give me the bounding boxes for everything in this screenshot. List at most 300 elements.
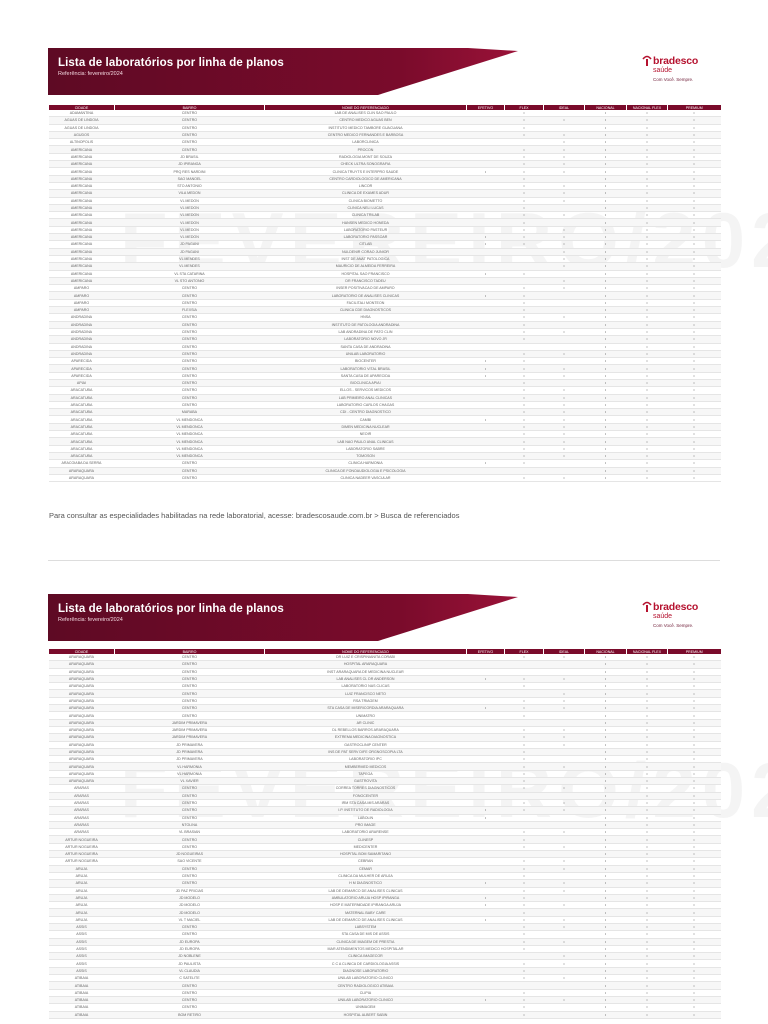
cell-nacional: • xyxy=(585,712,627,719)
cell-city: ARACATUBA xyxy=(49,394,115,401)
cell-premium: • xyxy=(668,683,721,690)
column-header-ideal: IDEAL xyxy=(544,105,585,110)
cell-flex: • xyxy=(505,328,544,335)
table-row xyxy=(49,190,721,197)
cell-nacional: • xyxy=(585,168,627,175)
cell-district: JARDIM PRIMAVERA xyxy=(115,726,265,733)
cell-flex: • xyxy=(505,182,544,189)
cell-city: ARARAS xyxy=(49,814,115,821)
cell-nacional-flex: • xyxy=(627,168,668,175)
cell-nacional: • xyxy=(585,467,627,474)
cell-ideal: • xyxy=(544,734,585,741)
cell-efetivo xyxy=(467,938,505,945)
cell-efetivo xyxy=(467,336,505,343)
column-header-premium: PREMIUM xyxy=(668,649,721,654)
table-row xyxy=(49,865,721,872)
cell-district: VL XAVIER xyxy=(115,778,265,785)
cell-provider-name: BIOCENTER xyxy=(265,358,467,365)
cell-district: CENTRO xyxy=(115,328,265,335)
cell-ideal: • xyxy=(544,923,585,930)
cell-city: ADAMANTINA xyxy=(49,110,115,117)
cell-district: CENTRO xyxy=(115,117,265,124)
cell-provider-name: FONOCENTER xyxy=(265,792,467,799)
cell-nacional: • xyxy=(585,683,627,690)
cell-nacional: • xyxy=(585,423,627,430)
cell-nacional-flex: • xyxy=(627,865,668,872)
cell-premium: • xyxy=(668,175,721,182)
cell-nacional: • xyxy=(585,792,627,799)
cell-flex: • xyxy=(505,734,544,741)
cell-premium: • xyxy=(668,343,721,350)
cell-flex: • xyxy=(505,358,544,365)
cell-ideal xyxy=(544,292,585,299)
cell-city: ARACATUBA xyxy=(49,409,115,416)
cell-flex: • xyxy=(505,807,544,814)
cell-flex: • xyxy=(505,1011,544,1018)
cell-premium: • xyxy=(668,336,721,343)
cell-flex: • xyxy=(505,836,544,843)
cell-district: BOM RETIRO xyxy=(115,1011,265,1018)
cell-provider-name: LABORATORIO PASSOAR xyxy=(265,234,467,241)
cell-city: ARARAQUARA xyxy=(49,712,115,719)
labs-table xyxy=(48,649,721,1019)
cell-nacional-flex: • xyxy=(627,945,668,952)
cell-nacional: • xyxy=(585,263,627,270)
table-row xyxy=(49,931,721,938)
cell-efetivo: • xyxy=(467,270,505,277)
table-row xyxy=(49,726,721,733)
cell-nacional: • xyxy=(585,343,627,350)
cell-efetivo: • xyxy=(467,358,505,365)
cell-premium: • xyxy=(668,365,721,372)
cell-premium: • xyxy=(668,756,721,763)
cell-nacional: • xyxy=(585,799,627,806)
cell-ideal: • xyxy=(544,975,585,982)
cell-nacional-flex: • xyxy=(627,880,668,887)
cell-provider-name: LABORATORIO VITAL BRASIL xyxy=(265,365,467,372)
cell-city: AMERICANA xyxy=(49,190,115,197)
cell-nacional-flex: • xyxy=(627,690,668,697)
cell-flex xyxy=(505,248,544,255)
cell-efetivo xyxy=(467,785,505,792)
table-row xyxy=(49,350,721,357)
cell-ideal xyxy=(544,379,585,386)
cell-flex xyxy=(505,792,544,799)
cell-premium: • xyxy=(668,785,721,792)
table-row xyxy=(49,299,721,306)
cell-efetivo xyxy=(467,887,505,894)
table-row xyxy=(49,661,721,668)
cell-nacional: • xyxy=(585,285,627,292)
table-row xyxy=(49,452,721,459)
cell-nacional: • xyxy=(585,705,627,712)
cell-flex: • xyxy=(505,219,544,226)
cell-ideal xyxy=(544,124,585,131)
cell-flex xyxy=(505,343,544,350)
cell-city: AMERICANA xyxy=(49,175,115,182)
cell-district: CENTRO xyxy=(115,697,265,704)
cell-provider-name: DIMEN MEDICINA NUCLEAR xyxy=(265,423,467,430)
cell-flex: • xyxy=(505,409,544,416)
cell-premium: • xyxy=(668,263,721,270)
cell-nacional-flex: • xyxy=(627,923,668,930)
cell-district: CENTRO xyxy=(115,690,265,697)
cell-flex xyxy=(505,821,544,828)
cell-city: ARARAQUARA xyxy=(49,467,115,474)
table-row xyxy=(49,168,721,175)
cell-provider-name: CLINICA DE IMAGEM DE PRESTIA xyxy=(265,938,467,945)
cell-district: CENTRO xyxy=(115,996,265,1003)
cell-flex: • xyxy=(505,460,544,467)
cell-flex: • xyxy=(505,683,544,690)
cell-efetivo: • xyxy=(467,365,505,372)
cell-nacional-flex: • xyxy=(627,358,668,365)
cell-ideal: • xyxy=(544,938,585,945)
cell-nacional-flex: • xyxy=(627,938,668,945)
cell-nacional: • xyxy=(585,858,627,865)
cell-flex: • xyxy=(505,212,544,219)
cell-nacional-flex: • xyxy=(627,438,668,445)
cell-efetivo xyxy=(467,307,505,314)
cell-premium: • xyxy=(668,1004,721,1011)
cell-nacional-flex: • xyxy=(627,763,668,770)
document-title: Lista de laboratórios por linha de planos xyxy=(58,57,284,69)
cell-nacional: • xyxy=(585,785,627,792)
cell-premium: • xyxy=(668,270,721,277)
cell-premium: • xyxy=(668,661,721,668)
cell-provider-name: CORREA TORRES DIAGNOSTICOS xyxy=(265,785,467,792)
cell-provider-name: MAURICIO DE ALMEIDA FERREIRA xyxy=(265,263,467,270)
cell-ideal: • xyxy=(544,248,585,255)
cell-district: CENTRO xyxy=(115,923,265,930)
cell-flex xyxy=(505,851,544,858)
cell-flex: • xyxy=(505,204,544,211)
column-header-nacional-flex: NACIONAL FLEX xyxy=(627,105,668,110)
cell-city: ATIBAIA xyxy=(49,989,115,996)
cell-efetivo xyxy=(467,683,505,690)
cell-premium: • xyxy=(668,314,721,321)
cell-premium: • xyxy=(668,146,721,153)
cell-provider-name: PROCON xyxy=(265,146,467,153)
cell-ideal: • xyxy=(544,431,585,438)
cell-flex: • xyxy=(505,909,544,916)
cell-city: ARARAQUARA xyxy=(49,705,115,712)
cell-nacional: • xyxy=(585,1011,627,1018)
cell-premium: • xyxy=(668,967,721,974)
cell-efetivo: • xyxy=(467,916,505,923)
cell-city: ARTUR NOGUEIRA xyxy=(49,851,115,858)
cell-city: AMERICANA xyxy=(49,197,115,204)
cell-provider-name: MATERNAL BABY CARE xyxy=(265,909,467,916)
cell-city: ARACATUBA xyxy=(49,438,115,445)
cell-nacional: • xyxy=(585,234,627,241)
cell-city: ARARAQUARA xyxy=(49,690,115,697)
cell-provider-name: LABORATORIO NAS CLICAS xyxy=(265,683,467,690)
cell-nacional-flex: • xyxy=(627,872,668,879)
cell-efetivo xyxy=(467,821,505,828)
cell-district: JARDIM PRIMAVERA xyxy=(115,734,265,741)
cell-premium: • xyxy=(668,1011,721,1018)
cell-flex: • xyxy=(505,175,544,182)
cell-district: SAO MANOEL xyxy=(115,175,265,182)
cell-ideal: • xyxy=(544,654,585,661)
cell-district: CENTRO xyxy=(115,372,265,379)
table-row xyxy=(49,1011,721,1018)
cell-flex: • xyxy=(505,741,544,748)
cell-city: ARACATUBA xyxy=(49,452,115,459)
cell-efetivo xyxy=(467,394,505,401)
cell-nacional-flex: • xyxy=(627,726,668,733)
cell-nacional: • xyxy=(585,654,627,661)
cell-ideal: • xyxy=(544,423,585,430)
cell-ideal: • xyxy=(544,675,585,682)
cell-ideal xyxy=(544,909,585,916)
cell-flex xyxy=(505,719,544,726)
cell-city: AMPARO xyxy=(49,285,115,292)
cell-flex: • xyxy=(505,778,544,785)
cell-provider-name: LAB ANDRADINA DE PATO CLIN xyxy=(265,328,467,335)
cell-ideal xyxy=(544,219,585,226)
cell-flex: • xyxy=(505,756,544,763)
cell-nacional: • xyxy=(585,697,627,704)
cell-efetivo xyxy=(467,960,505,967)
cell-city: ATIBAIA xyxy=(49,1011,115,1018)
cell-premium: • xyxy=(668,923,721,930)
cell-flex: • xyxy=(505,829,544,836)
cell-city: ARARAQUARA xyxy=(49,748,115,755)
cell-efetivo xyxy=(467,452,505,459)
cell-nacional: • xyxy=(585,445,627,452)
cell-city: AMERICANA xyxy=(49,241,115,248)
cell-district: CENTRO xyxy=(115,712,265,719)
cell-premium: • xyxy=(668,212,721,219)
cell-provider-name: C C A CLINICA DE CARDIOLOGIA ASSIS xyxy=(265,960,467,967)
table-row xyxy=(49,887,721,894)
cell-nacional-flex: • xyxy=(627,858,668,865)
cell-city: ARUJA xyxy=(49,909,115,916)
cell-flex: • xyxy=(505,967,544,974)
cell-city: AMERICANA xyxy=(49,212,115,219)
cell-district: VL MENDONCA xyxy=(115,445,265,452)
cell-nacional: • xyxy=(585,204,627,211)
cell-provider-name: LABORATORIO SABRE xyxy=(265,445,467,452)
cell-district: CENTRO xyxy=(115,683,265,690)
cell-provider-name: NEOIR xyxy=(265,431,467,438)
cell-provider-name: TAPEGA xyxy=(265,770,467,777)
table-row xyxy=(49,372,721,379)
cell-nacional-flex: • xyxy=(627,851,668,858)
cell-efetivo xyxy=(467,431,505,438)
cell-premium: • xyxy=(668,734,721,741)
cell-city: ASSIS xyxy=(49,923,115,930)
cell-city: AMERICANA xyxy=(49,248,115,255)
cell-district: JD EUROPA xyxy=(115,938,265,945)
cell-provider-name: CLINICA NADEER VASCULAR xyxy=(265,474,467,481)
cell-efetivo xyxy=(467,953,505,960)
cell-nacional-flex: • xyxy=(627,982,668,989)
cell-district: CENTRO xyxy=(115,314,265,321)
cell-flex: • xyxy=(505,445,544,452)
cell-flex: • xyxy=(505,321,544,328)
cell-flex: • xyxy=(505,843,544,850)
cell-city: ASSIS xyxy=(49,967,115,974)
cell-premium: • xyxy=(668,161,721,168)
cell-ideal: • xyxy=(544,996,585,1003)
table-row xyxy=(49,975,721,982)
cell-efetivo xyxy=(467,763,505,770)
cell-district: C SATELITE xyxy=(115,975,265,982)
cell-efetivo xyxy=(467,741,505,748)
cell-provider-name: INSTITUTO DE PATOLOGIA ANDRADINA xyxy=(265,321,467,328)
cell-city: AMERICANA xyxy=(49,146,115,153)
cell-city: AMERICANA xyxy=(49,153,115,160)
cell-flex: • xyxy=(505,226,544,233)
cell-efetivo xyxy=(467,379,505,386)
cell-flex: • xyxy=(505,865,544,872)
cell-nacional: • xyxy=(585,248,627,255)
cell-nacional-flex: • xyxy=(627,467,668,474)
cell-premium: • xyxy=(668,989,721,996)
cell-nacional-flex: • xyxy=(627,299,668,306)
cell-provider-name: CLINICA DE EXAMES ADUR xyxy=(265,190,467,197)
cell-efetivo xyxy=(467,175,505,182)
cell-efetivo xyxy=(467,697,505,704)
cell-district: VL MEDON xyxy=(115,212,265,219)
cell-flex xyxy=(505,139,544,146)
cell-district: CENTRO xyxy=(115,880,265,887)
bradesco-tree-icon xyxy=(642,601,652,612)
cell-provider-name: MEMBERMED MEDICOS xyxy=(265,763,467,770)
cell-nacional: • xyxy=(585,778,627,785)
cell-nacional: • xyxy=(585,197,627,204)
cell-provider-name: LABORATORIO DE ANALISES CLINICAS xyxy=(265,292,467,299)
cell-premium: • xyxy=(668,726,721,733)
cell-city: AMERICANA xyxy=(49,277,115,284)
cell-nacional-flex: • xyxy=(627,219,668,226)
cell-nacional: • xyxy=(585,719,627,726)
cell-flex: • xyxy=(505,336,544,343)
cell-flex: • xyxy=(505,431,544,438)
cell-ideal: • xyxy=(544,328,585,335)
table-row xyxy=(49,1004,721,1011)
cell-nacional-flex: • xyxy=(627,416,668,423)
cell-nacional-flex: • xyxy=(627,719,668,726)
cell-provider-name: MAR ATENDIMENTOS MEDICO HOSPITALAR xyxy=(265,945,467,952)
cell-ideal xyxy=(544,358,585,365)
cell-premium: • xyxy=(668,401,721,408)
cell-efetivo xyxy=(467,277,505,284)
cell-district: VL BRASIAN xyxy=(115,829,265,836)
page-header xyxy=(0,594,768,641)
column-header-premium: PREMIUM xyxy=(668,105,721,110)
cell-efetivo xyxy=(467,146,505,153)
cell-provider-name: LUIZ FRANCISCO NETO xyxy=(265,690,467,697)
table-row xyxy=(49,770,721,777)
cell-efetivo xyxy=(467,255,505,262)
cell-efetivo xyxy=(467,226,505,233)
cell-premium: • xyxy=(668,880,721,887)
cell-district: JD EUROPA xyxy=(115,945,265,952)
cell-flex: • xyxy=(505,350,544,357)
cell-district: JD PAZ PRICIAS xyxy=(115,887,265,894)
cell-efetivo xyxy=(467,314,505,321)
cell-ideal xyxy=(544,836,585,843)
table-row xyxy=(49,285,721,292)
cell-nacional-flex: • xyxy=(627,372,668,379)
cell-provider-name: DR LUIZ E CRISPINIANITA CORABI xyxy=(265,654,467,661)
cell-nacional: • xyxy=(585,945,627,952)
cell-district: CENTRO xyxy=(115,365,265,372)
cell-efetivo xyxy=(467,734,505,741)
cell-city: AGUAS DE LINDOIA xyxy=(49,124,115,131)
cell-nacional: • xyxy=(585,328,627,335)
cell-nacional: • xyxy=(585,931,627,938)
table-row xyxy=(49,175,721,182)
cell-flex: • xyxy=(505,705,544,712)
cell-nacional-flex: • xyxy=(627,117,668,124)
cell-district: CENTRO xyxy=(115,931,265,938)
cell-nacional: • xyxy=(585,923,627,930)
document-subtitle: Referência: fevereiro/2024 xyxy=(58,617,123,623)
cell-flex: • xyxy=(505,945,544,952)
cell-district: JD PRIMAVERA xyxy=(115,741,265,748)
cell-efetivo xyxy=(467,321,505,328)
cell-nacional: • xyxy=(585,409,627,416)
cell-ideal: • xyxy=(544,401,585,408)
cell-efetivo xyxy=(467,401,505,408)
cell-flex: • xyxy=(505,285,544,292)
cell-ideal xyxy=(544,894,585,901)
cell-nacional: • xyxy=(585,1004,627,1011)
cell-nacional: • xyxy=(585,416,627,423)
cell-nacional-flex: • xyxy=(627,675,668,682)
table-row xyxy=(49,654,721,661)
cell-provider-name: HOSP E MATERNIDADE IPIRANGA ARUJA xyxy=(265,902,467,909)
cell-provider-name: GASTROCLINIP CENTER xyxy=(265,741,467,748)
cell-nacional-flex: • xyxy=(627,996,668,1003)
cell-premium: • xyxy=(668,996,721,1003)
cell-nacional: • xyxy=(585,982,627,989)
cell-nacional: • xyxy=(585,350,627,357)
cell-flex: • xyxy=(505,197,544,204)
cell-nacional: • xyxy=(585,146,627,153)
cell-provider-name: CLINICA BIOMETTO xyxy=(265,197,467,204)
cell-premium: • xyxy=(668,909,721,916)
cell-provider-name: TOMOSON xyxy=(265,452,467,459)
cell-nacional-flex: • xyxy=(627,387,668,394)
cell-ideal: • xyxy=(544,146,585,153)
cell-city: ARARAQUARA xyxy=(49,719,115,726)
cell-nacional-flex: • xyxy=(627,836,668,843)
table-row xyxy=(49,785,721,792)
cell-efetivo xyxy=(467,117,505,124)
cell-nacional: • xyxy=(585,909,627,916)
cell-flex: • xyxy=(505,168,544,175)
cell-provider-name: ELLOS - SERVICOS MEDICOS xyxy=(265,387,467,394)
cell-district: CENTRO xyxy=(115,654,265,661)
cell-nacional-flex: • xyxy=(627,931,668,938)
cell-nacional-flex: • xyxy=(627,807,668,814)
column-header-nacional: NACIONAL xyxy=(585,105,627,110)
cell-nacional-flex: • xyxy=(627,705,668,712)
table-row xyxy=(49,734,721,741)
table-row xyxy=(49,902,721,909)
cell-premium: • xyxy=(668,219,721,226)
table-row xyxy=(49,416,721,423)
cell-premium: • xyxy=(668,255,721,262)
table-row xyxy=(49,989,721,996)
cell-ideal xyxy=(544,931,585,938)
